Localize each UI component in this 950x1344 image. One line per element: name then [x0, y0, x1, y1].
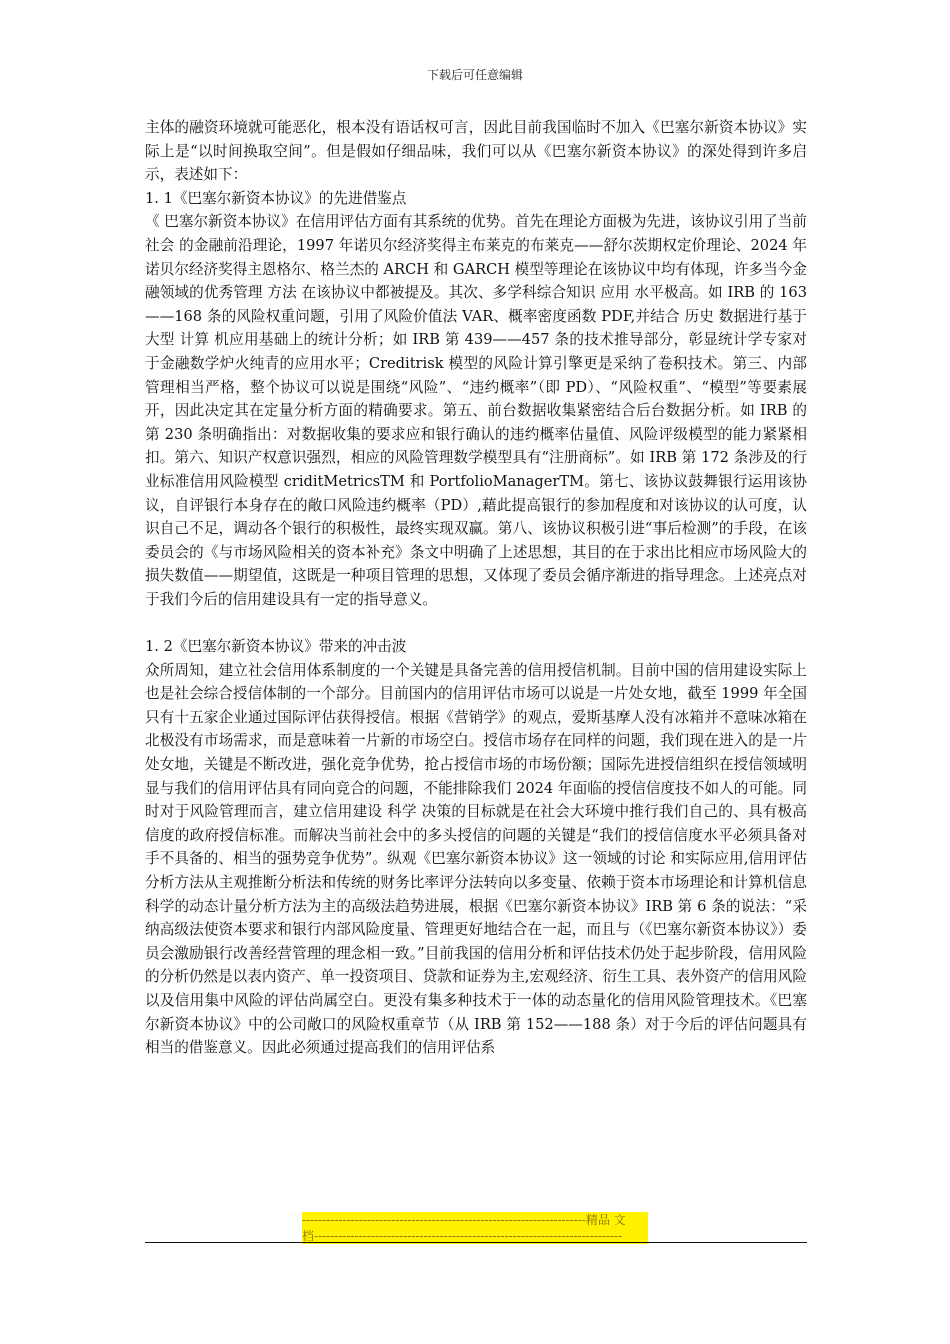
paragraph-spacer	[145, 611, 807, 635]
footer-dashes-line-1: ----------------------------------------------------------------------精品 文	[302, 1212, 648, 1228]
paragraph-impact: 众所周知，建立社会信用体系制度的一个关键是具备完善的信用授信机制。目前中国的信用建设实际上也是社会综合授信体制的一个部分。目前国内的信用评估市场可以说是一片处女地，截至 1999 年全国只有十五家企业通过国际评估获得授信。根据《营销学》的观点，爱斯基摩人没有冰箱并不意味冰箱在北极没有市场需求，而是意味着一片新的市场空白。授信市场存在同样的问题，我们现在进入的是一片处女地，关键是不断改进，强化竞争优势，抢占授信市场的市场份额；国际先进授信组织在授信领域明显与我们的信用评估具有同向竞合的问题，不能排除我们 2024 年面临的授信信度技不如人的可能。同时对于风险管理而言，建立信用建设 科学 决策的目标就是在社会大环境中推行我们自己的、具有极高信度的政府授信标准。而解决当前社会中的多头授信的问题的关键是“我们的授信信度水平必须具备对手不具备的、相当的强势竞争优势”。纵观《巴塞尔新资本协议》这一领域的讨论 和实际应用,信用评估分析方法从主观推断分析法和传统的财务比率评分法转向以多变量、依赖于资本市场理论和计算机信息科学的动态计量分析方法为主的高级法趋势进展，根据《巴塞尔新资本协议》IRB 第 6 条的说法：“采纳高级法使资本要求和银行内部风险度量、管理更好地结合在一起，而且与（《巴塞尔新资本协议》）委员会激励银行改善经营管理的理念相一致。”目前我国的信用分析和评估技术仍处于起步阶段，信用风险的分析仍然是以表内资产、单一投资项目、贷款和证券为主,宏观经济、衍生工具、表外资产的信用风险以及信用集中风险的评估尚属空白。更没有集多种技术于一体的动态量化的信用风险管理技术。《巴塞尔新资本协议》中的公司敞口的风险权重章节（从 IRB 第 152——188 条）对于今后的评估问题具有相当的借鉴意义。因此必须通过提高我们的信用评估系	[145, 661, 807, 1057]
footer-divider	[145, 1242, 807, 1243]
section-heading-1-1: 1. 1《巴塞尔新资本协议》的先进借鉴点	[145, 189, 407, 207]
document-body	[145, 116, 807, 1060]
paragraph-advantages: 《 巴塞尔新资本协议》在信用评估方面有其系统的优势。首先在理论方面极为先进，该协议引用了当前 社会 的金融前沿理论，1997 年诺贝尔经济奖得主布莱克的布莱克——舒尔茨期权定价理论、2024 年诺贝尔经济奖得主恩格尔、格兰杰的 ARCH 和 GARCH 模型等理论在该协议中均有体现，许多当今金融领域的优秀管理 方法 在该协议中都被提及。其次、多学科综合知识 应用 水平极高。如 IRB 的 163——168 条的风险权重问题，引用了风险价值法 VAR、概率密度函数 PDF,并结合 历史 数据进行基于大型 计算 机应用基础上的统计分析；如 IRB 第 439——457 条的技术推导部分，彰显统计学专家对于金融数学炉火纯青的应用水平；Creditrisk 模型的风险计算引擎更是采纳了卷积技术。第三、内部管理相当严格，整个协议可以说是围绕“风险”、“违约概率”（即 PD）、“风险权重”、“模型”等要素展开，因此决定其在定量分析方面的精确要求。第五、前台数据收集紧密结合后台数据分析。如 IRB 的第 230 条明确指出：对数据收集的要求应和银行确认的违约概率估量值、风险评级模型的能力紧紧相扣。第六、知识产权意识强烈，相应的风险管理数学模型具有“注册商标”。如 IRB 第 172 条涉及的行业标准信用风险模型 criditMetricsTM 和 PortfolioManagerTM。第七、该协议鼓舞银行运用该协议，自评银行本身存在的敞口风险违约概率（PD）,藉此提高银行的参加程度和对该协议的认可度，认识自己不足，调动各个银行的积极性，最终实现双赢。第八、该协议积极引进“事后检测”的手段，在该委员会的《与市场风险相关的资本补充》条文中明确了上述思想，其目的在于求出比相应市场风险大的损失数值——期望值，这既是一种项目管理的思想，又体现了委员会循序渐进的指导理念。上述亮点对于我们今后的信用建设具有一定的指导意义。	[145, 213, 807, 608]
footer-dashes-line-2: 档----------------------------------------------------------------------------	[302, 1228, 648, 1244]
paragraph-intro: 主体的融资环境就可能恶化，根本没有语话权可言，因此目前我国临时不加入《巴塞尔新资本协议》实际上是“以时间换取空间”。但是假如仔细品味，我们可以从《巴塞尔新资本协议》的深处得到许多启示，表述如下：	[145, 119, 807, 184]
section-heading-1-2: 1. 2《巴塞尔新资本协议》带来的冲击波	[145, 638, 407, 656]
page-header: 下载后可任意编辑	[426, 68, 523, 82]
